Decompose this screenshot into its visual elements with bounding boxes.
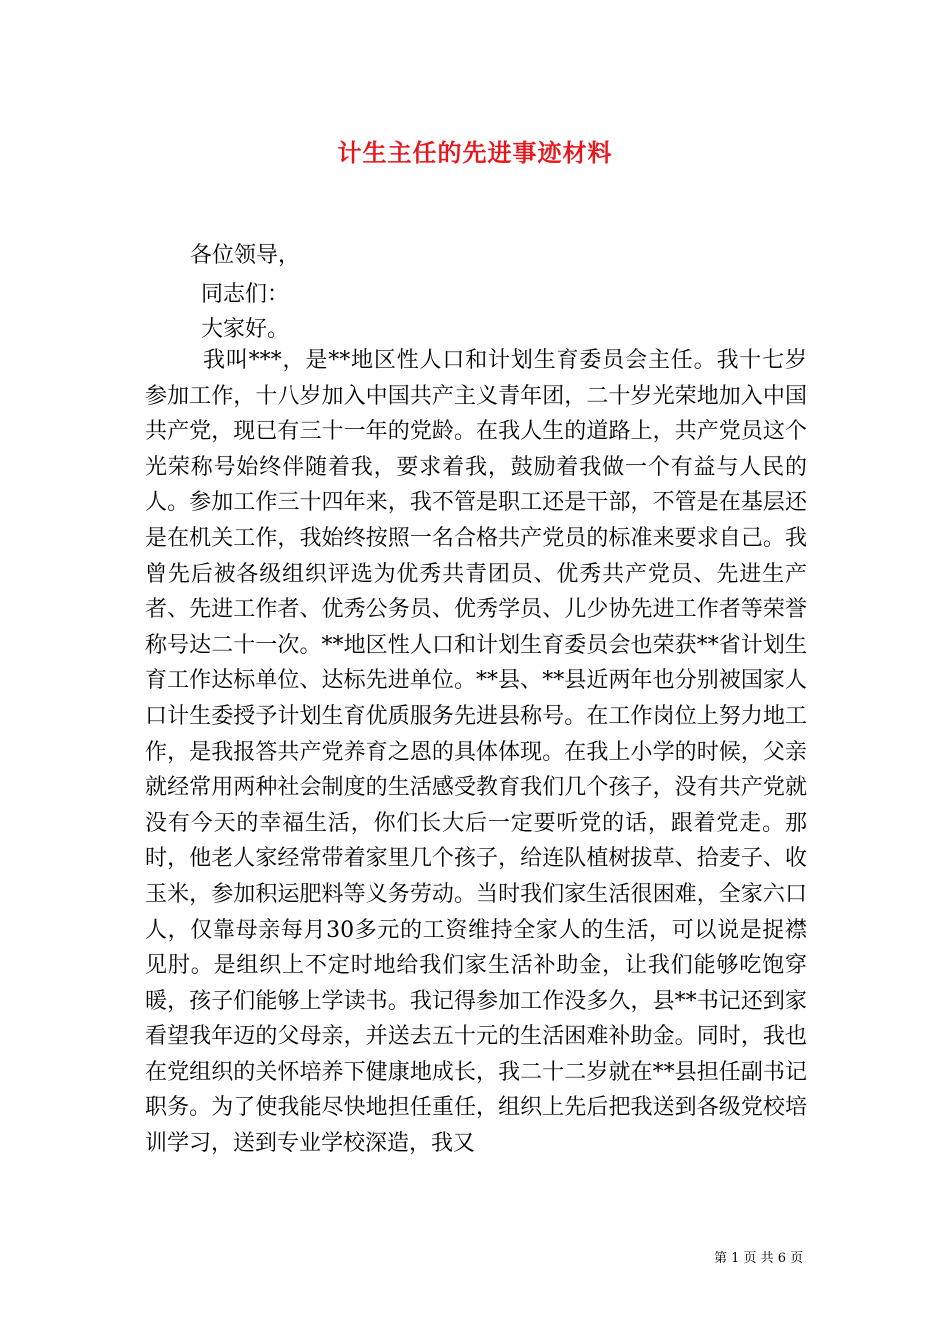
salutation-comrades: 同志们：	[201, 282, 290, 307]
document-title: 计生主任的先进事迹材料	[337, 138, 613, 167]
page-footer: 第 1 页 共 6 页	[714, 1251, 804, 1266]
salutation-hello: 大家好。	[201, 317, 290, 342]
body-paragraph: 我叫***，是**地区性人口和计划生育委员会主任。我十七岁参加工作，十八岁加入中国共产主义青年团，二十岁光荣地加入中国共产党，现已有三十一年的党龄。在我人生的道路上，共产党员这个光荣称号始终伴随着我，要求着我，鼓励着我做一个有益与人民的人。参加工作三十四年来，我不管是职工还是干部，不管是在基层还是在机关工作，我始终按照一名合格共产党员的标准来要求自己。我曾先后被各级组织评选为优秀共青团员、优秀共产党员、先进生产者、先进工作者、优秀公务员、优秀学员、儿少协先进工作者等荣誉称号达二十一次。**地区性人口和计划生育委员会也荣获**省计划生育工作达标单位、达标先进单位。**县、**县近两年也分别被国家人口计生委授予计划生育优质服务先进县称号。在工作岗位上努力地工作，是我报答共产党养育之恩的具体体现。在我上小学的时候，父亲就经常用两种社会制度的生活感受教育我们几个孩子，没有共产党就没有今天的幸福生活，你们长大后一定要听党的话，跟着党走。那时，他老人家经常带着家里几个孩子，给连队植树拔草、拾麦子、收玉米，参加积运肥料等义务劳动。当时我们家生活很困难，全家六口人，仅靠母亲每月30多元的工资维持全家人的生活，可以说是捉襟见肘。是组织上不定时地给我们家生活补助金，让我们能够吃饱穿暖，孩子们能够上学读书。我记得参加工作没多久，县**书记还到家看望我年迈的父母亲，并送去五十元的生活困难补助金。同时，我也在党组织的关怀培养下健康地成长，我二十二岁就在**县担任副书记职务。为了使我能尽快地担任重任，组织上先后把我送到各级党校培训学习，送到专业学校深造，我又	[145, 348, 807, 1157]
salutation-leaders: 各位领导，	[190, 243, 301, 268]
